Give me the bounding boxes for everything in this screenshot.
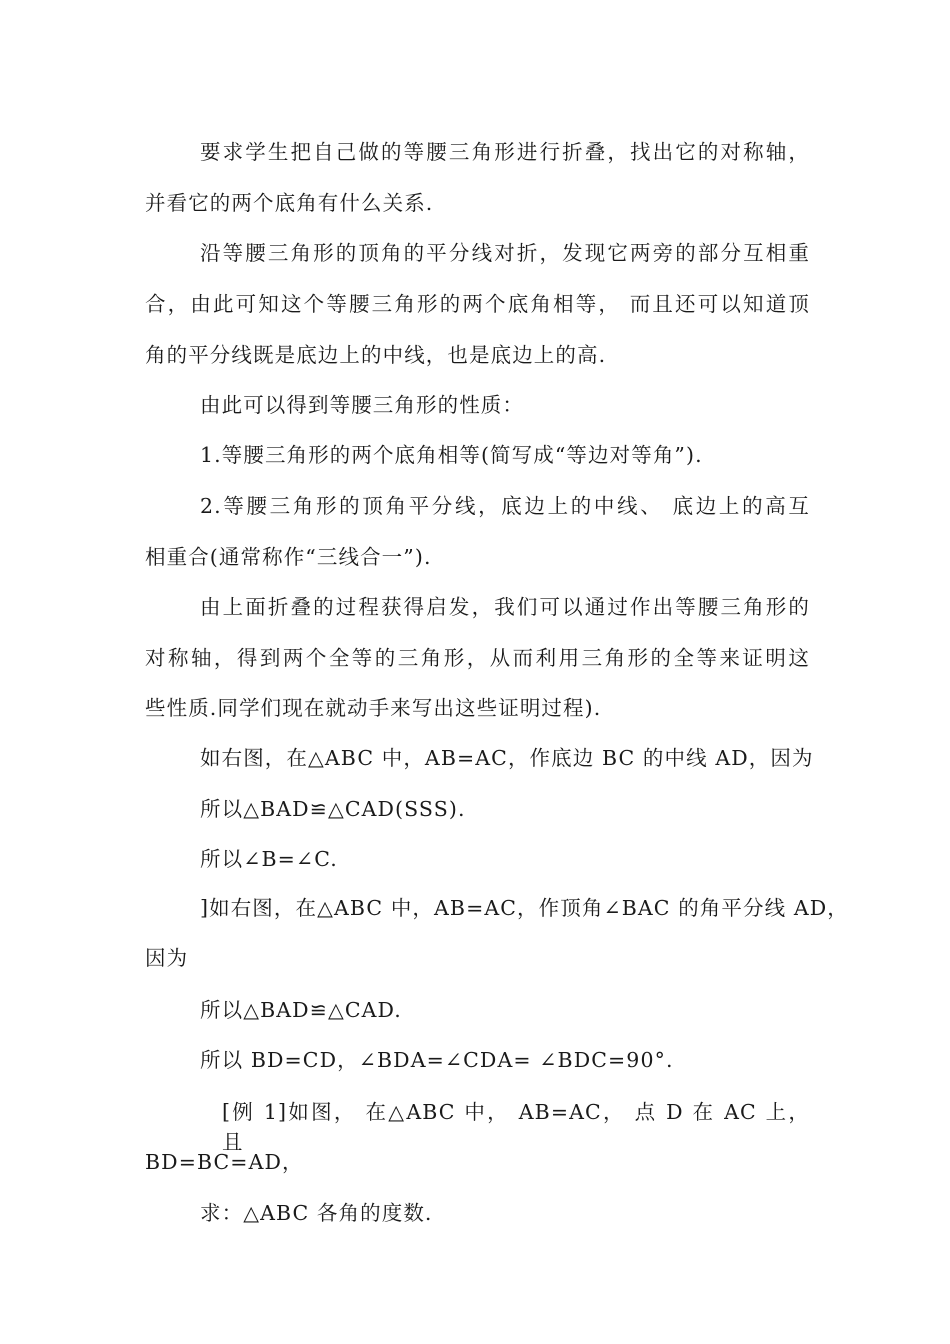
text-line-21: BD=BC=AD， bbox=[145, 1150, 304, 1174]
text-line-8: 2.等腰三角形的顶角平分线，底边上的中线、 底边上的高互 bbox=[200, 494, 810, 518]
text-line-11: 对称轴，得到两个全等的三角形，从而利用三角形的全等来证明这 bbox=[145, 646, 810, 670]
text-line-18: 所以△BAD≌△CAD. bbox=[200, 998, 402, 1022]
text-line-14: 所以△BAD≌△CAD(SSS). bbox=[200, 797, 466, 821]
text-line-13: 如右图，在△ABC 中，AB=AC，作底边 BC 的中线 AD，因为 bbox=[200, 746, 814, 770]
text-line-19: 所以 BD=CD，∠BDA=∠CDA= ∠BDC=90°. bbox=[200, 1048, 674, 1072]
text-line-7: 1.等腰三角形的两个底角相等(简写成“等边对等角”). bbox=[200, 443, 703, 467]
text-line-12: 些性质.同学们现在就动手来写出这些证明过程). bbox=[145, 696, 602, 720]
text-line-1: 要求学生把自己做的等腰三角形进行折叠，找出它的对称轴， bbox=[200, 140, 810, 164]
text-line-3: 沿等腰三角形的顶角的平分线对折，发现它两旁的部分互相重 bbox=[200, 241, 810, 265]
text-line-5: 角的平分线既是底边上的中线，也是底边上的高. bbox=[145, 343, 607, 367]
text-line-15: 所以∠B=∠C. bbox=[200, 847, 338, 871]
text-line-16: ]如右图，在△ABC 中，AB=AC，作顶角∠BAC 的角平分线 AD， bbox=[200, 896, 849, 920]
text-line-17: 因为 bbox=[145, 946, 189, 970]
text-line-6: 由此可以得到等腰三角形的性质： bbox=[200, 393, 524, 417]
text-line-10: 由上面折叠的过程获得启发，我们可以通过作出等腰三角形的 bbox=[200, 595, 810, 619]
text-line-22: 求：△ABC 各角的度数. bbox=[200, 1201, 433, 1225]
text-line-20: [例 1]如图， 在△ABC 中， AB=AC， 点 D 在 AC 上， 且 bbox=[222, 1100, 810, 1154]
text-line-4: 合，由此可知这个等腰三角形的两个底角相等， 而且还可以知道顶 bbox=[145, 292, 810, 316]
text-line-2: 并看它的两个底角有什么关系. bbox=[145, 191, 434, 215]
text-line-9: 相重合(通常称作“三线合一”). bbox=[145, 545, 432, 569]
